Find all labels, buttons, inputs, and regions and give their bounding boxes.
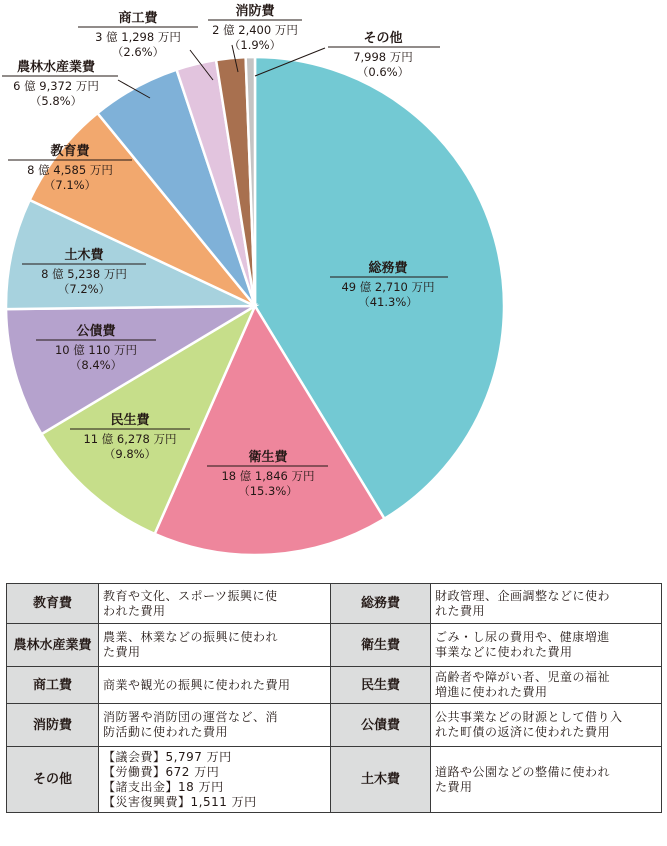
slice-name-label: 消防費	[235, 4, 275, 19]
description-line: われた費用	[103, 603, 166, 618]
expense-description-cell	[99, 747, 331, 813]
slice-percent-label: （8.4%）	[69, 358, 123, 372]
expense-description-cell	[431, 584, 662, 624]
expense-description-cell	[431, 747, 662, 813]
description-line: れた町債の返済に使われた費用	[435, 725, 611, 739]
description-line: ごみ・し尿の費用や、健康増進	[435, 630, 610, 644]
slice-label-8	[208, 3, 302, 52]
expense-description-cell	[99, 667, 331, 704]
expense-term-cell: 農林水産業費	[7, 624, 99, 667]
expense-description-cell	[431, 624, 662, 667]
slice-name-label: 商工費	[118, 11, 158, 26]
expense-description-cell	[99, 704, 331, 747]
expense-term-cell: その他	[7, 747, 99, 813]
slice-amount-label: 7,998 万円	[353, 50, 413, 64]
expense-definition-table	[6, 583, 662, 813]
description-line: 【災害復興費】1,511 万円	[103, 794, 257, 809]
description-line: 農業、林業などの振興に使われ	[103, 630, 279, 644]
slice-label-6	[2, 59, 118, 108]
slice-name-label: 農林水産業費	[16, 60, 96, 75]
description-line: た費用	[435, 779, 473, 794]
slice-percent-label: （1.9%）	[228, 38, 282, 52]
expense-term-cell: 総務費	[331, 584, 431, 624]
expense-description-cell	[431, 704, 662, 747]
slice-percent-label: （0.6%）	[356, 65, 410, 79]
table-row	[7, 747, 662, 813]
slice-amount-label: 8 億 4,585 万円	[27, 163, 113, 177]
description-line: た費用	[103, 645, 141, 659]
expense-term-cell: 民生費	[331, 667, 431, 704]
table-row	[7, 667, 662, 704]
description-line: 教育や文化、スポーツ振興に使	[103, 588, 278, 603]
description-line: 消防署や消防団の運営など、消	[103, 710, 279, 724]
table-row	[7, 624, 662, 667]
expense-term-cell: 公債費	[331, 704, 431, 747]
description-line: 増進に使われた費用	[435, 685, 548, 699]
description-line: 【諸支出金】18 万円	[103, 779, 224, 794]
expense-description-cell	[431, 667, 662, 704]
expense-term-cell: 商工費	[7, 667, 99, 704]
slice-amount-label: 8 億 5,238 万円	[41, 267, 127, 281]
slice-percent-label: （41.3%）	[358, 295, 418, 309]
slice-amount-label: 49 億 2,710 万円	[341, 280, 435, 294]
slice-name-label: 土木費	[64, 248, 104, 263]
slice-percent-label: （7.2%）	[57, 282, 111, 296]
expense-term-cell: 土木費	[331, 747, 431, 813]
slice-amount-label: 10 億 110 万円	[54, 343, 138, 357]
slice-name-label: 教育費	[50, 144, 90, 159]
description-line: 事業などに使われた費用	[435, 645, 573, 659]
slice-percent-label: （15.3%）	[238, 484, 298, 498]
expense-description-cell	[99, 624, 331, 667]
description-line: 【労働費】672 万円	[103, 764, 220, 779]
slice-name-label: 総務費	[368, 261, 408, 276]
slice-amount-label: 18 億 1,846 万円	[221, 469, 315, 483]
description-line: 財政管理、企画調整などに使わ	[435, 588, 611, 603]
slice-name-label: 民生費	[110, 413, 150, 428]
slice-percent-label: （2.6%）	[111, 45, 165, 59]
slice-amount-label: 3 億 1,298 万円	[95, 30, 181, 44]
expense-description-cell	[99, 584, 331, 624]
description-line: 【議会費】5,797 万円	[103, 749, 232, 764]
description-line: 高齢者や障がい者、児童の福祉	[435, 670, 611, 684]
description-line: れた費用	[435, 603, 486, 618]
description-line: 道路や公園などの整備に使われ	[435, 764, 611, 779]
description-line: 防活動に使われた費用	[103, 725, 229, 739]
description-line: 商業や観光の振興に使われた費用	[103, 677, 291, 692]
slice-name-label: 衛生費	[248, 450, 288, 465]
expense-term-cell: 消防費	[7, 704, 99, 747]
slice-amount-label: 2 億 2,400 万円	[212, 23, 298, 37]
slice-amount-label: 11 億 6,278 万円	[83, 432, 177, 446]
slice-name-label: その他	[363, 31, 403, 46]
slice-amount-label: 6 億 9,372 万円	[13, 79, 99, 93]
table-row	[7, 584, 662, 624]
slice-label-7	[78, 10, 198, 59]
slice-name-label: 公債費	[76, 324, 116, 339]
slice-percent-label: （5.8%）	[29, 94, 83, 108]
slice-percent-label: （9.8%）	[103, 447, 157, 461]
expense-term-cell: 衛生費	[331, 624, 431, 667]
expense-term-cell: 教育費	[7, 584, 99, 624]
slice-label-9	[328, 30, 440, 79]
description-line: 公共事業などの財源として借り入	[435, 710, 623, 724]
table-row	[7, 704, 662, 747]
slice-percent-label: （7.1%）	[43, 178, 97, 192]
